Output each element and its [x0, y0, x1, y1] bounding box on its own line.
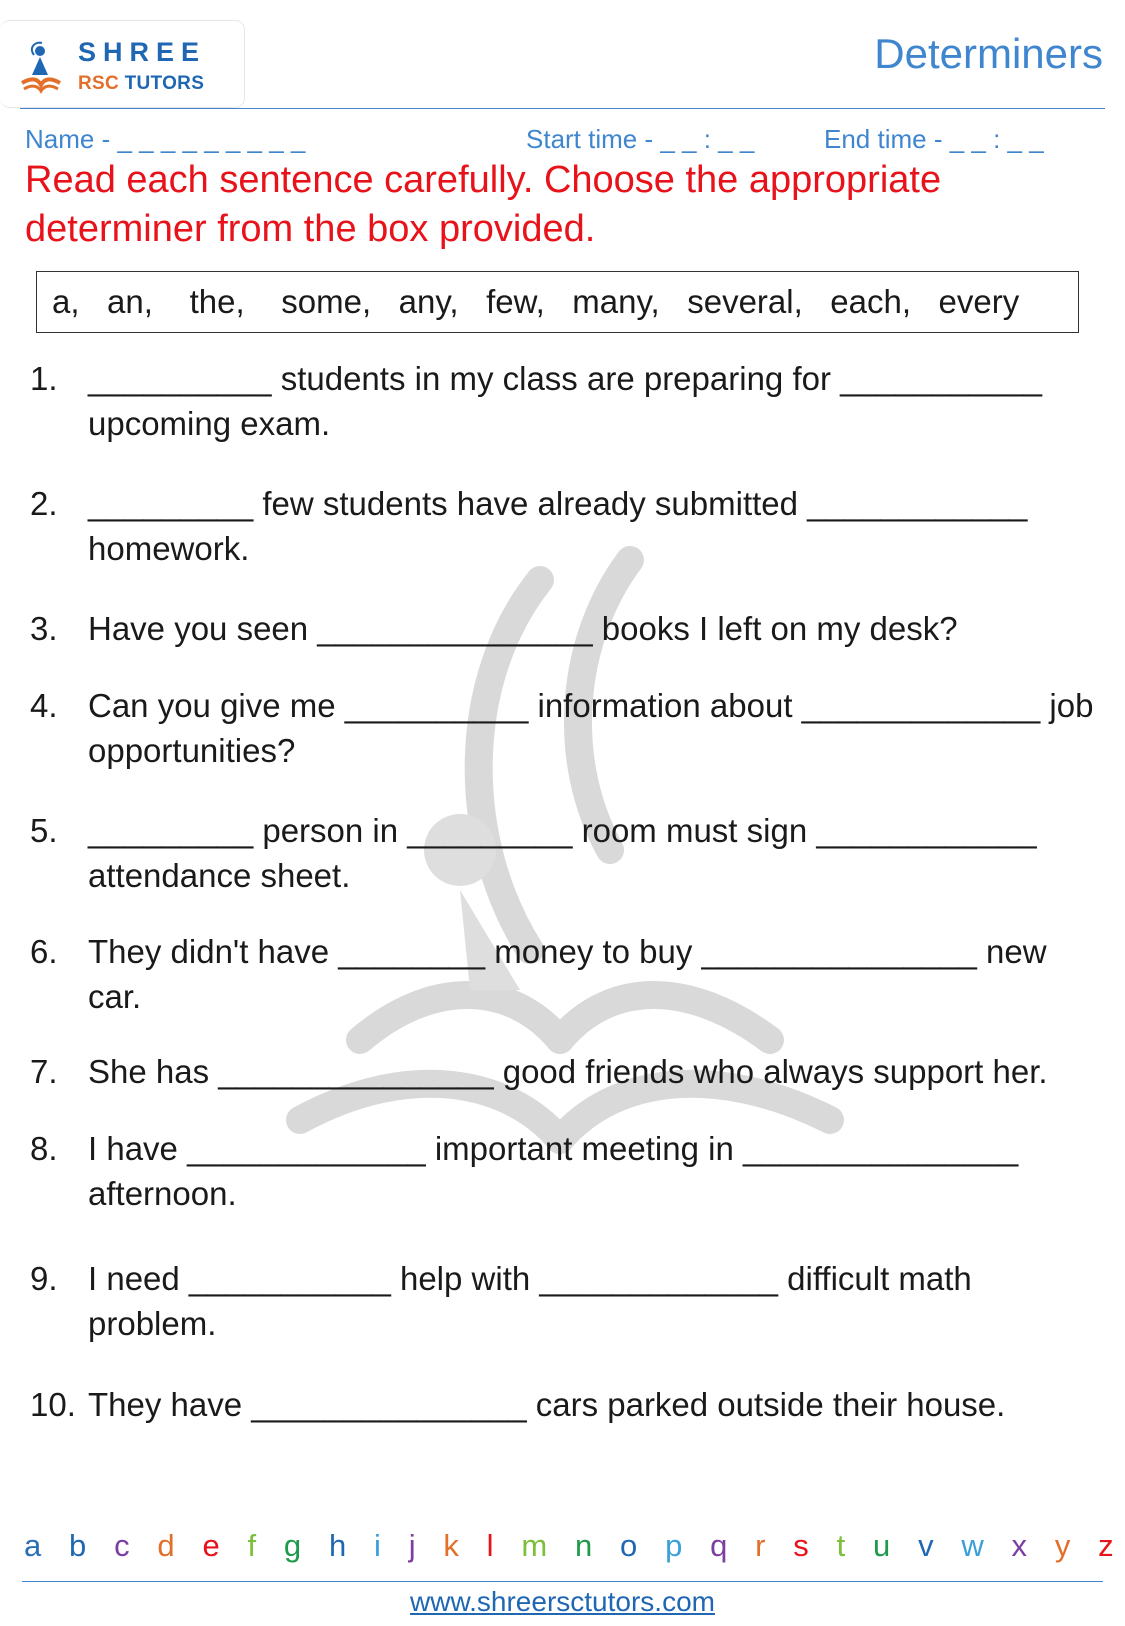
- website-link[interactable]: www.shreersctutors.com: [410, 1586, 715, 1617]
- alphabet-letter: f: [247, 1528, 257, 1563]
- alphabet-letter: k: [443, 1528, 459, 1563]
- alphabet-letter: i: [374, 1528, 381, 1563]
- alphabet-letter: a: [24, 1528, 42, 1563]
- question-text: I need ___________ help with _____________ difficult math problem.: [88, 1260, 972, 1342]
- question-text: __________ students in my class are preparing for ___________ upcoming exam.: [88, 360, 1043, 442]
- question-number: 9.: [30, 1260, 58, 1297]
- alphabet-letter: u: [873, 1528, 891, 1563]
- question-number: 8.: [30, 1130, 58, 1167]
- question-text: Can you give me __________ information about _____________ job opportunities?: [88, 687, 1094, 769]
- alphabet-letter: h: [328, 1528, 347, 1563]
- footer-divider: [22, 1581, 1103, 1582]
- alphabet-letter: r: [755, 1528, 766, 1563]
- alphabet-letter: y: [1054, 1528, 1071, 1563]
- alphabet-letter: p: [665, 1528, 683, 1563]
- alphabet-letter: v: [918, 1528, 934, 1563]
- alphabet-letter: s: [793, 1528, 809, 1563]
- alphabet-letter: w: [961, 1528, 984, 1563]
- question-number: 2.: [30, 485, 58, 522]
- alphabet-letter: n: [574, 1528, 593, 1563]
- name-field: Name - _ _ _ _ _ _ _ _ _: [25, 124, 306, 154]
- alphabet-letter: j: [408, 1528, 416, 1563]
- start-time-field: Start time - _ _ : _ _: [526, 124, 755, 154]
- logo-sub-prefix: RSC: [78, 73, 120, 94]
- logo-brand-text: SHREE: [78, 37, 207, 67]
- logo-subtitle: [78, 73, 204, 95]
- question-number: 6.: [30, 933, 58, 970]
- header-divider: [20, 108, 1105, 109]
- alphabet-letter: t: [836, 1528, 846, 1563]
- end-time-field: End time - _ _ : _ _: [824, 124, 1044, 154]
- question-text: She has _______________ good friends who always support her.: [88, 1053, 1048, 1090]
- logo-sub-suffix: TUTORS: [124, 73, 205, 94]
- alphabet-letter: d: [157, 1528, 175, 1563]
- question-text: _________ person in _________ room must sign ____________ attendance sheet.: [88, 812, 1037, 894]
- alphabet-letter: z: [1098, 1528, 1114, 1563]
- alphabet-letter: g: [283, 1528, 302, 1563]
- question-number: 5.: [30, 812, 58, 849]
- alphabet-letter: q: [710, 1528, 728, 1563]
- alphabet-letter: o: [620, 1528, 638, 1563]
- question-text: I have _____________ important meeting in _______________ afternoon.: [88, 1130, 1019, 1212]
- question-text: They didn't have ________ money to buy _______________ new car.: [88, 933, 1047, 1015]
- question-number: 10.: [30, 1386, 76, 1423]
- question-number: 4.: [30, 687, 58, 724]
- question-text: They have _______________ cars parked outside their house.: [88, 1386, 1006, 1423]
- question-number: 1.: [30, 360, 58, 397]
- page-title: Determiners: [874, 30, 1103, 77]
- alphabet-letter: m: [521, 1528, 548, 1563]
- logo-figure-icon: [18, 39, 64, 95]
- brand-logo: [0, 20, 245, 108]
- instructions: Read each sentence carefully. Choose the appropriate determiner from the box provided.: [25, 159, 942, 250]
- alphabet-strip: [24, 1528, 1114, 1564]
- alphabet-letter: l: [486, 1528, 494, 1563]
- question-number: 7.: [30, 1053, 58, 1090]
- word-bank-box: a, an, the, some, any, few, many, several, each, every: [36, 271, 1079, 333]
- question-number: 3.: [30, 610, 58, 647]
- alphabet-letter: c: [114, 1528, 130, 1563]
- question-text: Have you seen _______________ books I left on my desk?: [88, 610, 958, 647]
- alphabet-letter: e: [202, 1528, 220, 1563]
- question-text: _________ few students have already submitted ____________ homework.: [88, 485, 1028, 567]
- alphabet-letter: x: [1011, 1528, 1028, 1563]
- alphabet-letter: b: [69, 1528, 87, 1563]
